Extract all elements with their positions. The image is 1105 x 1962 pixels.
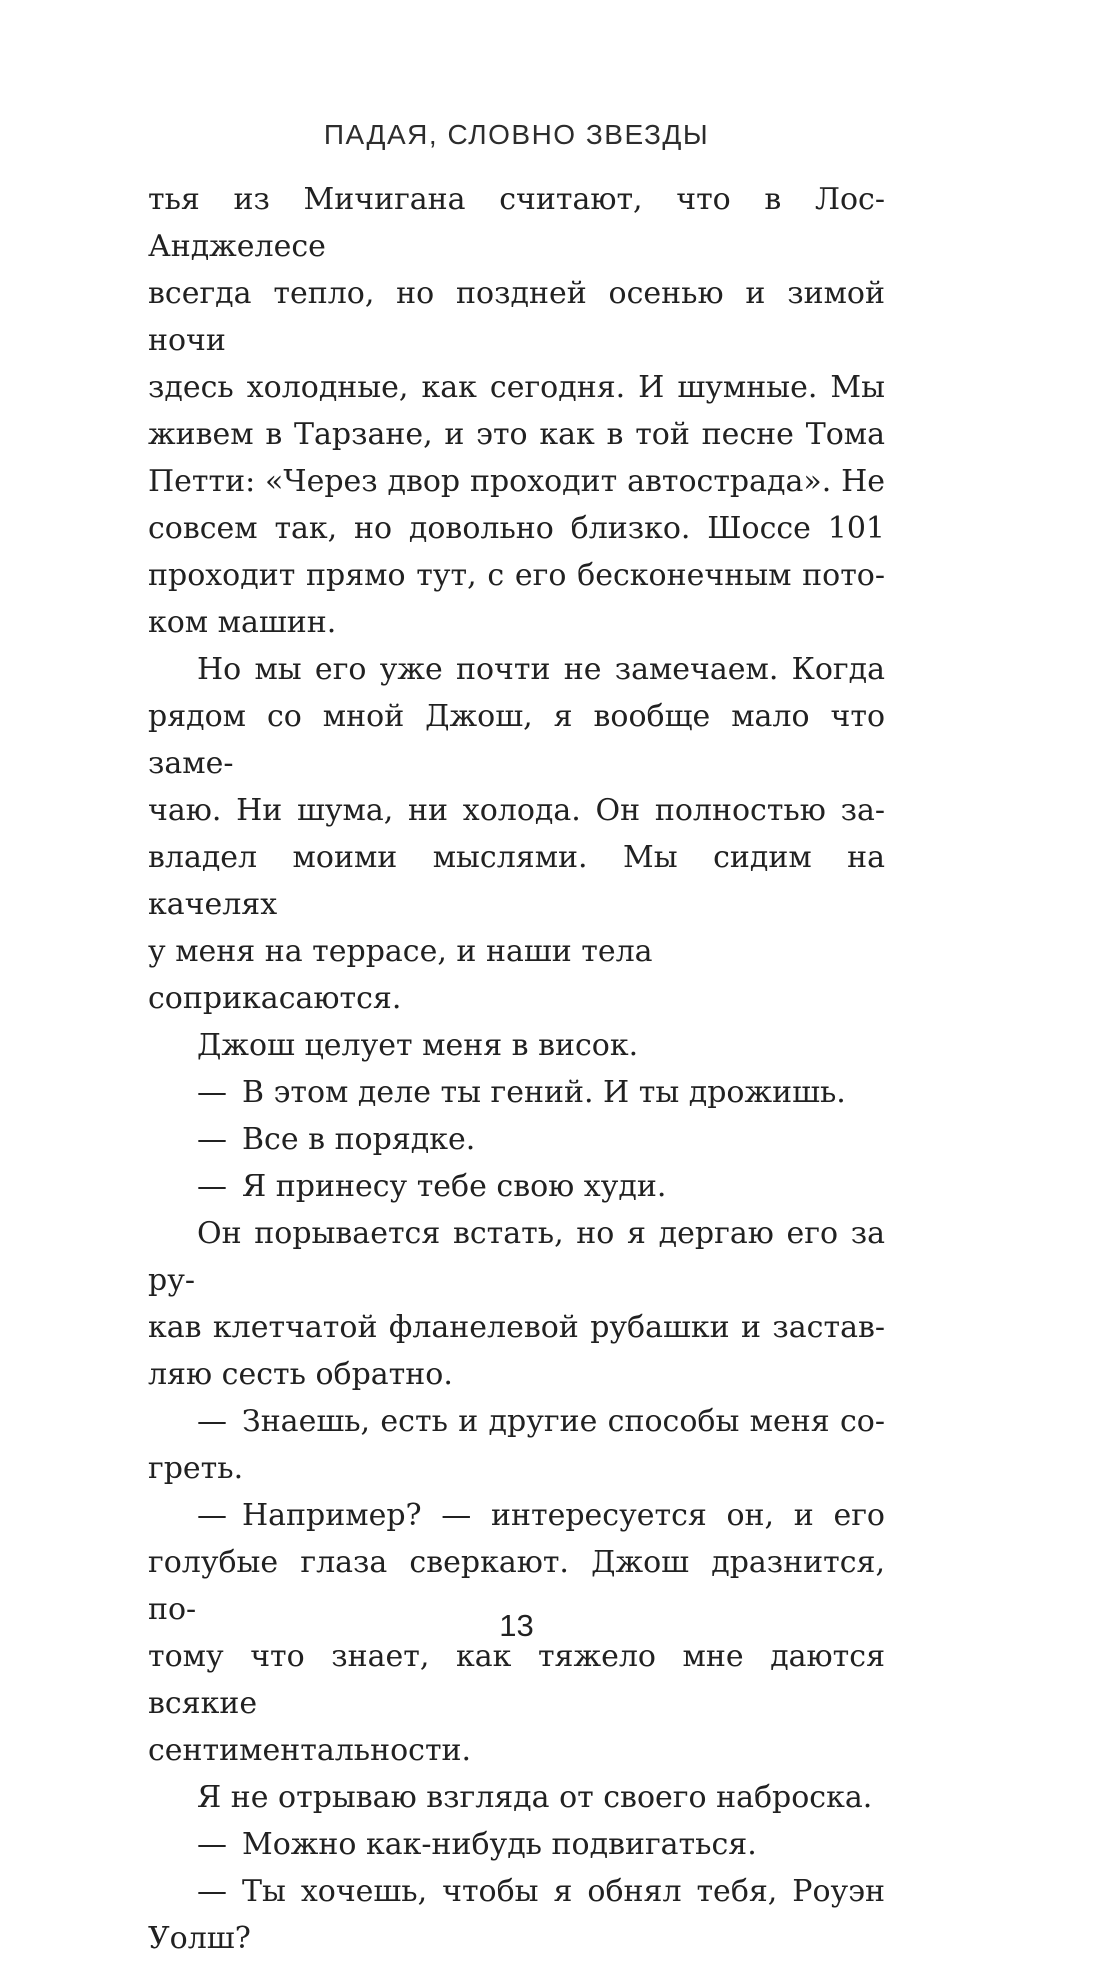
body-line: — Ты хочешь, чтобы я обнял тебя, Роуэн bbox=[197, 1874, 885, 1909]
body-line: — В этом деле ты гений. И ты дрожишь. bbox=[197, 1075, 846, 1110]
body-line: проходит прямо тут, с его бесконечным пото- bbox=[148, 558, 885, 593]
body-line: греть. bbox=[148, 1451, 244, 1486]
body-line: — Знаешь, есть и другие способы меня со- bbox=[197, 1404, 885, 1439]
body-line: сентиментальности. bbox=[148, 1733, 472, 1768]
body-line: здесь холодные, как сегодня. И шумные. Мы bbox=[148, 370, 885, 405]
body-line: тому что знает, как тяжело мне даются всякие bbox=[148, 1639, 885, 1721]
body-line: у меня на террасе, и наши тела соприкасаются. bbox=[148, 934, 653, 1016]
body-line: кав клетчатой фланелевой рубашки и застав- bbox=[148, 1310, 885, 1345]
body-line: Джош целует меня в висок. bbox=[197, 1028, 639, 1063]
body-line: — Все в порядке. bbox=[197, 1122, 476, 1157]
body-line: Уолш? bbox=[148, 1921, 251, 1956]
body-line: живем в Тарзане, и это как в той песне Тома bbox=[148, 417, 885, 452]
body-line: рядом со мной Джош, я вообще мало что заме- bbox=[148, 699, 885, 781]
running-head: ПАДАЯ, СЛОВНО ЗВЕЗДЫ bbox=[323, 119, 710, 150]
body-line: Он порывается встать, но я дергаю его за ру- bbox=[148, 1216, 885, 1298]
body-line: тья из Мичигана считают, что в Лос-Анджелесе bbox=[148, 182, 885, 264]
body-line: Петти: «Через двор проходит автострада». Не bbox=[148, 464, 885, 499]
body-line: всегда тепло, но поздней осенью и зимой ночи bbox=[148, 276, 885, 358]
body-line: ком машин. bbox=[148, 605, 337, 640]
body-line: — Я принесу тебе свою худи. bbox=[197, 1169, 667, 1204]
body-line: — Можно как-нибудь подвигаться. bbox=[197, 1827, 757, 1862]
body-line: Но мы его уже почти не замечаем. Когда bbox=[197, 652, 885, 687]
body-line: чаю. Ни шума, ни холода. Он полностью за- bbox=[148, 793, 885, 828]
body-line: — Например? — интересуется он, и его bbox=[197, 1498, 885, 1533]
body-line: Я не отрываю взгляда от своего наброска. bbox=[197, 1780, 873, 1815]
body-line: совсем так, но довольно близко. Шоссе 101 bbox=[148, 511, 885, 546]
body-line: голубые глаза сверкают. Джош дразнится, по- bbox=[148, 1545, 885, 1627]
text-block bbox=[148, 176, 885, 1962]
page-number: 13 bbox=[499, 1608, 534, 1643]
body-line: ляю сесть обратно. bbox=[148, 1357, 453, 1392]
body-line: владел моими мыслями. Мы сидим на качелях bbox=[148, 840, 885, 922]
